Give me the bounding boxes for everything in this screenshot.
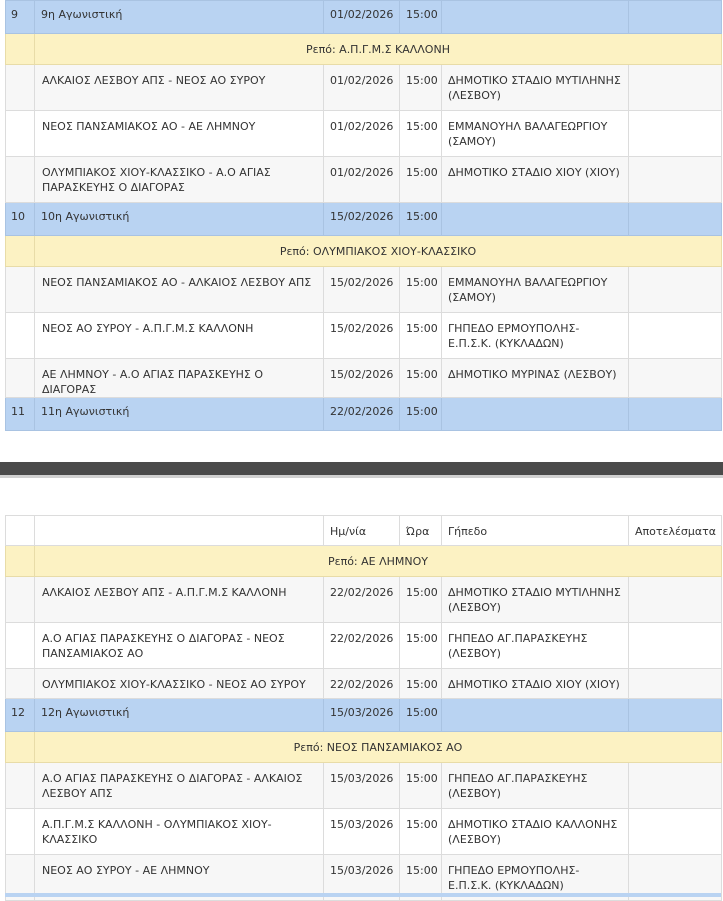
bye-row-9 [6,34,722,65]
round-venue-empty [442,699,629,732]
round-date: 22/02/2026 [324,398,400,431]
match-time: 15:00 [400,65,442,111]
match-teams: ΝΕΟΣ ΑΟ ΣΥΡΟΥ - Α.Π.Γ.Μ.Σ ΚΑΛΛΟΝΗ [35,313,324,359]
match-time: 15:00 [400,623,442,669]
match-venue: ΔΗΜΟΤΙΚΟ ΣΤΑΔΙΟ ΚΑΛΛΟΝΗΣ (ΛΕΣΒΟΥ) [442,809,629,855]
bye-row-10 [6,236,722,267]
page-break-shadow [0,475,723,478]
match-time: 15:00 [400,313,442,359]
round-row-11 [6,398,722,431]
match-result [629,267,722,313]
match-result [629,359,722,398]
page-break-divider [0,462,723,475]
round-time: 15:00 [400,203,442,236]
match-date: 15/02/2026 [324,359,400,398]
next-round-row-edge [5,893,721,897]
match-teams: ΝΕΟΣ ΑΟ ΣΥΡΟΥ - ΑΕ ΛΗΜΝΟΥ [35,855,324,901]
match-date: 01/02/2026 [324,111,400,157]
match-row [6,763,722,809]
match-venue: ΓΗΠΕΔΟ ΑΓ.ΠΑΡΑΣΚΕΥΗΣ (ΛΕΣΒΟΥ) [442,623,629,669]
fixtures-table-page-2 [5,515,722,901]
match-venue: ΔΗΜΟΤΙΚΟ ΣΤΑΔΙΟ ΜΥΤΙΛΗΝΗΣ (ΛΕΣΒΟΥ) [442,577,629,623]
match-teams: Α.Ο ΑΓΙΑΣ ΠΑΡΑΣΚΕΥΗΣ Ο ΔΙΑΓΟΡΑΣ - ΑΛΚΑΙΟΣ ΛΕΣΒΟΥ ΑΠΣ [35,763,324,809]
match-teams: ΑΕ ΛΗΜΝΟΥ - Α.Ο ΑΓΙΑΣ ΠΑΡΑΣΚΕΥΗΣ Ο ΔΙΑΓΟΡΑΣ [35,359,324,398]
match-date: 15/02/2026 [324,267,400,313]
match-teams: Α.Ο ΑΓΙΑΣ ΠΑΡΑΣΚΕΥΗΣ Ο ΔΙΑΓΟΡΑΣ - ΝΕΟΣ ΠΑΝΣΑΜΙΑΚΟΣ ΑΟ [35,623,324,669]
round-label: 10η Αγωνιστική [35,203,324,236]
match-result [629,577,722,623]
match-time: 15:00 [400,157,442,203]
round-result-empty [629,699,722,732]
round-row-10 [6,203,722,236]
match-row [6,577,722,623]
round-label: 12η Αγωνιστική [35,699,324,732]
match-teams: ΟΛΥΜΠΙΑΚΟΣ ΧΙΟΥ-ΚΛΑΣΣΙΚΟ - ΝΕΟΣ ΑΟ ΣΥΡΟΥ [35,669,324,699]
match-venue: ΕΜΜΑΝΟΥΗΛ ΒΑΛΑΓΕΩΡΓΙΟΥ (ΣΑΜΟΥ) [442,267,629,313]
match-date: 15/03/2026 [324,809,400,855]
match-time: 15:00 [400,763,442,809]
header-date: Ημ/νία [324,516,400,546]
header-results: Αποτελέσματα [629,516,722,546]
match-time: 15:00 [400,267,442,313]
round-label: 9η Αγωνιστική [35,1,324,34]
round-result-empty [629,203,722,236]
match-result [629,111,722,157]
round-date: 15/03/2026 [324,699,400,732]
round-time: 15:00 [400,1,442,34]
bye-row-12 [6,732,722,763]
match-row [6,65,722,111]
round-date: 01/02/2026 [324,1,400,34]
match-date: 01/02/2026 [324,65,400,111]
round-result-empty [629,1,722,34]
match-time: 15:00 [400,855,442,901]
match-time: 15:00 [400,669,442,699]
match-venue: ΓΗΠΕΔΟ ΑΓ.ΠΑΡΑΣΚΕΥΗΣ (ΛΕΣΒΟΥ) [442,763,629,809]
round-row-9 [6,1,722,34]
round-venue-empty [442,398,629,431]
match-row [6,313,722,359]
fixtures-table-page-1 [5,0,722,431]
match-row [6,111,722,157]
match-venue: ΔΗΜΟΤΙΚΟ ΣΤΑΔΙΟ ΧΙΟΥ (ΧΙΟΥ) [442,669,629,699]
match-venue: ΕΜΜΑΝΟΥΗΛ ΒΑΛΑΓΕΩΡΓΙΟΥ (ΣΑΜΟΥ) [442,111,629,157]
match-result [629,65,722,111]
match-teams: ΟΛΥΜΠΙΑΚΟΣ ΧΙΟΥ-ΚΛΑΣΣΙΚΟ - Α.Ο ΑΓΙΑΣ ΠΑΡΑΣΚΕΥΗΣ Ο ΔΙΑΓΟΡΑΣ [35,157,324,203]
round-number: 9 [6,1,35,34]
round-result-empty [629,398,722,431]
match-venue: ΔΗΜΟΤΙΚΟ ΜΥΡΙΝΑΣ (ΛΕΣΒΟΥ) [442,359,629,398]
match-venue: ΓΗΠΕΔΟ ΕΡΜΟΥΠΟΛΗΣ- Ε.Π.Σ.Κ. (ΚΥΚΛΑΔΩΝ) [442,313,629,359]
match-row [6,267,722,313]
round-label: 11η Αγωνιστική [35,398,324,431]
match-venue: ΔΗΜΟΤΙΚΟ ΣΤΑΔΙΟ ΧΙΟΥ (ΧΙΟΥ) [442,157,629,203]
match-date: 22/02/2026 [324,577,400,623]
round-time: 15:00 [400,699,442,732]
round-row-12 [6,699,722,732]
match-time: 15:00 [400,809,442,855]
bye-team: Ρεπό: ΝΕΟΣ ΠΑΝΣΑΜΙΑΚΟΣ ΑΟ [35,732,722,763]
match-venue: ΓΗΠΕΔΟ ΕΡΜΟΥΠΟΛΗΣ- Ε.Π.Σ.Κ. (ΚΥΚΛΑΔΩΝ) [442,855,629,901]
round-time: 15:00 [400,398,442,431]
match-time: 15:00 [400,111,442,157]
match-row [6,157,722,203]
match-date: 15/03/2026 [324,763,400,809]
match-result [629,809,722,855]
match-teams: ΑΛΚΑΙΟΣ ΛΕΣΒΟΥ ΑΠΣ - Α.Π.Γ.Μ.Σ ΚΑΛΛΟΝΗ [35,577,324,623]
match-date: 15/03/2026 [324,855,400,901]
match-result [629,669,722,699]
match-date: 22/02/2026 [324,623,400,669]
match-teams: ΝΕΟΣ ΠΑΝΣΑΜΙΑΚΟΣ ΑΟ - ΑΕ ΛΗΜΝΟΥ [35,111,324,157]
header-time: Ώρα [400,516,442,546]
round-venue-empty [442,203,629,236]
match-row [6,623,722,669]
match-date: 15/02/2026 [324,313,400,359]
match-result [629,623,722,669]
round-number: 11 [6,398,35,431]
header-venue: Γήπεδο [442,516,629,546]
match-row [6,669,722,699]
round-venue-empty [442,1,629,34]
match-teams: ΝΕΟΣ ΠΑΝΣΑΜΙΑΚΟΣ ΑΟ - ΑΛΚΑΙΟΣ ΛΕΣΒΟΥ ΑΠΣ [35,267,324,313]
round-number: 10 [6,203,35,236]
match-row [6,809,722,855]
match-date: 22/02/2026 [324,669,400,699]
match-date: 01/02/2026 [324,157,400,203]
match-venue: ΔΗΜΟΤΙΚΟ ΣΤΑΔΙΟ ΜΥΤΙΛΗΝΗΣ (ΛΕΣΒΟΥ) [442,65,629,111]
match-teams: ΑΛΚΑΙΟΣ ΛΕΣΒΟΥ ΑΠΣ - ΝΕΟΣ ΑΟ ΣΥΡΟΥ [35,65,324,111]
table-header-row [6,516,722,546]
match-result [629,763,722,809]
match-time: 15:00 [400,577,442,623]
match-result [629,157,722,203]
bye-team: Ρεπό: ΑΕ ΛΗΜΝΟΥ [35,546,722,577]
match-result [629,313,722,359]
bye-team: Ρεπό: ΟΛΥΜΠΙΑΚΟΣ ΧΙΟΥ-ΚΛΑΣΣΙΚΟ [35,236,722,267]
round-number: 12 [6,699,35,732]
match-row [6,359,722,398]
round-date: 15/02/2026 [324,203,400,236]
bye-team: Ρεπό: Α.Π.Γ.Μ.Σ ΚΑΛΛΟΝΗ [35,34,722,65]
match-teams: Α.Π.Γ.Μ.Σ ΚΑΛΛΟΝΗ - ΟΛΥΜΠΙΑΚΟΣ ΧΙΟΥ-ΚΛΑΣΣΙΚΟ [35,809,324,855]
bye-row-11 [6,546,722,577]
match-time: 15:00 [400,359,442,398]
